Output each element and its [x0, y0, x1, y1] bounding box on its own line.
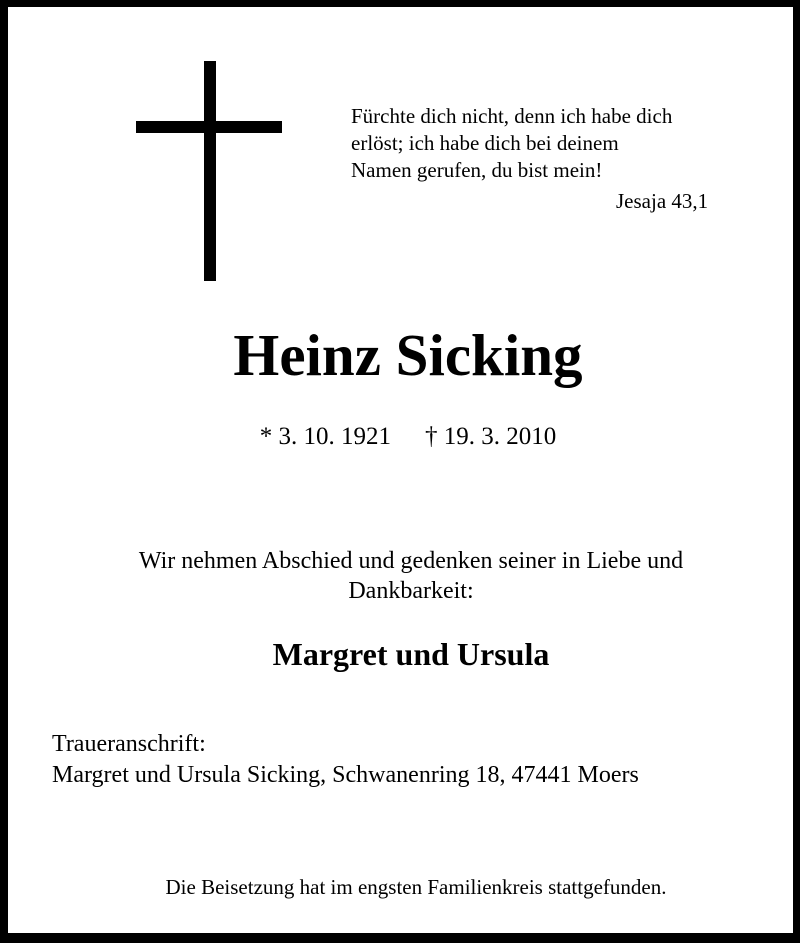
- burial-note: Die Beisetzung hat im engsten Familienkreis stattgefunden.: [165, 875, 667, 899]
- verse-line: Fürchte dich nicht, denn ich habe dich: [351, 104, 673, 128]
- verse-reference: Jesaja 43,1: [616, 189, 709, 213]
- death-date: † 19. 3. 2010: [425, 423, 557, 450]
- life-dates: [8, 421, 800, 453]
- mourners-names: Margret und Ursula: [272, 636, 550, 672]
- mourning-address: Margret und Ursula Sicking, Schwanenring 18, 47441 Moers: [52, 762, 639, 788]
- address-label: Traueranschrift:: [52, 731, 206, 757]
- deceased-name: Heinz Sicking: [233, 322, 583, 388]
- bible-verse: [351, 103, 751, 184]
- farewell-line: Wir nehmen Abschied und gedenken seiner in Liebe und: [138, 548, 684, 574]
- birth-date: * 3. 10. 1921: [259, 423, 391, 450]
- farewell-text: [8, 546, 800, 606]
- verse-line: erlöst; ich habe dich bei deinem: [351, 131, 619, 155]
- cross-horizontal-bar: [136, 121, 282, 133]
- cross-vertical-bar: [204, 61, 216, 281]
- farewell-line: Dankbarkeit:: [348, 578, 474, 604]
- verse-line: Namen gerufen, du bist mein!: [351, 158, 603, 182]
